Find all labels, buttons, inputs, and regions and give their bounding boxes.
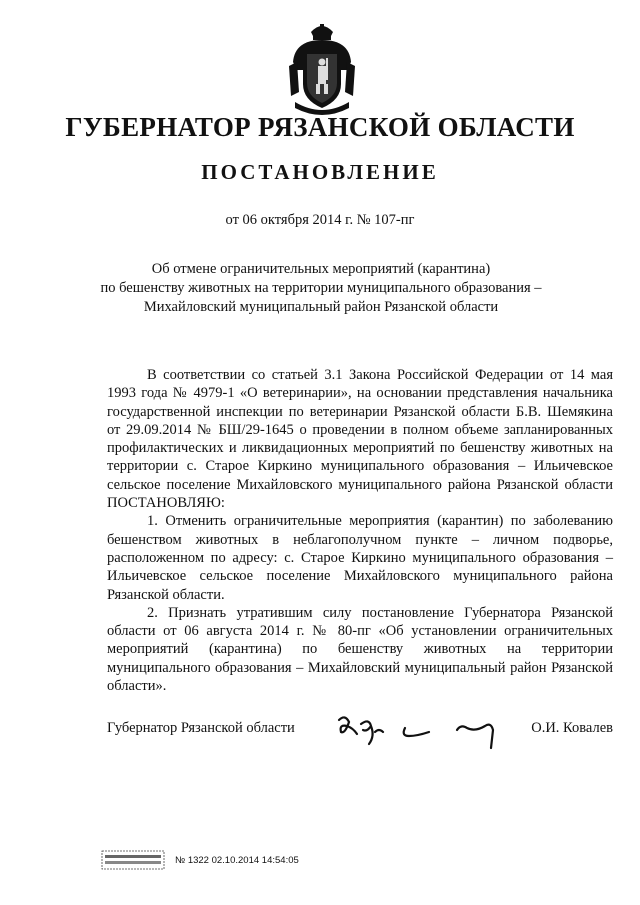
document-date-number: от 06 октября 2014 г. № 107-пг: [225, 212, 415, 228]
registration-number: № 1322 02.10.2014 14:54:05: [175, 855, 299, 866]
registration-footer: [101, 848, 361, 872]
signatory-name: О.И. Ковалев: [531, 720, 613, 736]
subject-line: Михайловский муниципальный район Рязанской области: [143, 299, 499, 315]
preamble-paragraph: В соответствии со статьей 3.1 Закона Российской Федерации от 14 мая 1993 года № 4979-1 «О ветеринарии», на основании представления начальника государственной инспекции по ветеринарии Рязанской области Б.В. Шемякина от 29.09.2014 № БШ/29-1645 о проведении в полном объеме запланированных профилактических и ликвидационных мероприятий по бешенству животных на территории с. Старое Киркино муниципального образования – Ильичевское сельское поселение Михайловского муниципального района Рязанской области ПОСТАНОВЛЯЮ:: [107, 367, 613, 512]
subject-line: Об отмене ограничительных мероприятий (карантина): [151, 261, 491, 277]
org-title: ГУБЕРНАТОР РЯЗАНСКОЙ ОБЛАСТИ: [65, 112, 575, 142]
coat-of-arms-icon: [287, 22, 357, 117]
document-type: ПОСТАНОВЛЕНИЕ: [201, 160, 439, 184]
resolution-item-2: 2. Признать утратившим силу постановление Губернатора Рязанской области от 06 августа 2014 г. № 80-пг «Об установлении ограничительных мероприятий (карантина) по бешенству животных на территории муниципального образования – Михайловский муниципальный район Рязанской области».: [107, 604, 613, 695]
resolution-item-1: 1. Отменить ограничительные мероприятия (карантин) по заболеванию бешенством животных в неблагополучном пункте – личном подворье, расположенном по адресу: с. Старое Киркино муниципального образования – Ильичевское сельское поселение Михайловского муниципального района Рязанской области.: [107, 513, 613, 603]
handwritten-signature-icon: [335, 710, 515, 750]
legal-department-stamp-icon: [101, 850, 165, 870]
subject-line: по бешенству животных на территории муниципального образования –: [100, 280, 542, 296]
document-subject: [96, 260, 546, 317]
signatory-position: Губернатор Рязанской области: [107, 720, 295, 736]
document-body: [107, 366, 613, 695]
signature-block: [107, 718, 613, 758]
